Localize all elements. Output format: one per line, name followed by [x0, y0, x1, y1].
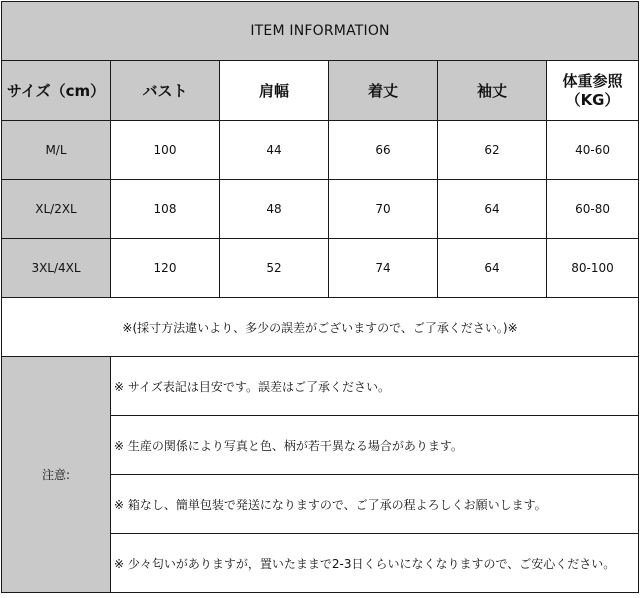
- caution-note: ※ サイズ表記は目安です。誤差はご了承ください。: [111, 357, 639, 416]
- sleeve-cell: 64: [438, 180, 547, 239]
- shoulder-cell: 48: [220, 180, 329, 239]
- table-row: [2, 121, 639, 180]
- weight-cell: 40-60: [547, 121, 639, 180]
- caution-row: [2, 357, 639, 416]
- measurement-note-row: [2, 298, 639, 357]
- length-cell: 74: [329, 239, 438, 298]
- bust-cell: 100: [111, 121, 220, 180]
- bust-cell: 120: [111, 239, 220, 298]
- header-bust: バスト: [111, 61, 220, 121]
- length-cell: 70: [329, 180, 438, 239]
- table-row: [2, 239, 639, 298]
- title-row: [2, 2, 639, 61]
- weight-cell: 60-80: [547, 180, 639, 239]
- caution-note: ※ 箱なし、簡単包装で発送になりますので、ご了承の程よろしくお願いします。: [111, 475, 639, 534]
- header-length: 着丈: [329, 61, 438, 121]
- length-cell: 66: [329, 121, 438, 180]
- size-cell: M/L: [2, 121, 111, 180]
- sleeve-cell: 64: [438, 239, 547, 298]
- caution-note: ※ 少々匂いがありますが，置いたままで2-3日くらいになくなりますので、ご安心ください。: [111, 534, 639, 593]
- header-sleeve: 袖丈: [438, 61, 547, 121]
- size-cell: 3XL/4XL: [2, 239, 111, 298]
- weight-cell: 80-100: [547, 239, 639, 298]
- size-cell: XL/2XL: [2, 180, 111, 239]
- table-title: ITEM INFORMATION: [2, 2, 639, 61]
- shoulder-cell: 52: [220, 239, 329, 298]
- bust-cell: 108: [111, 180, 220, 239]
- header-weight: [547, 61, 639, 121]
- header-weight-line2: （KG）: [565, 90, 620, 109]
- caution-note: ※ 生産の関係により写真と色、柄が若干異なる場合があります。: [111, 416, 639, 475]
- measurement-note: ※(採寸方法違いより、多少の誤差がございますので、ご了承ください。)※: [2, 298, 639, 357]
- header-size: サイズ（cm）: [2, 61, 111, 121]
- table-row: [2, 180, 639, 239]
- size-table: [1, 1, 639, 593]
- caution-label: 注意:: [2, 357, 111, 593]
- header-weight-line1: 体重参照: [562, 71, 623, 90]
- header-shoulder: 肩幅: [220, 61, 329, 121]
- header-row: [2, 61, 639, 121]
- shoulder-cell: 44: [220, 121, 329, 180]
- sleeve-cell: 62: [438, 121, 547, 180]
